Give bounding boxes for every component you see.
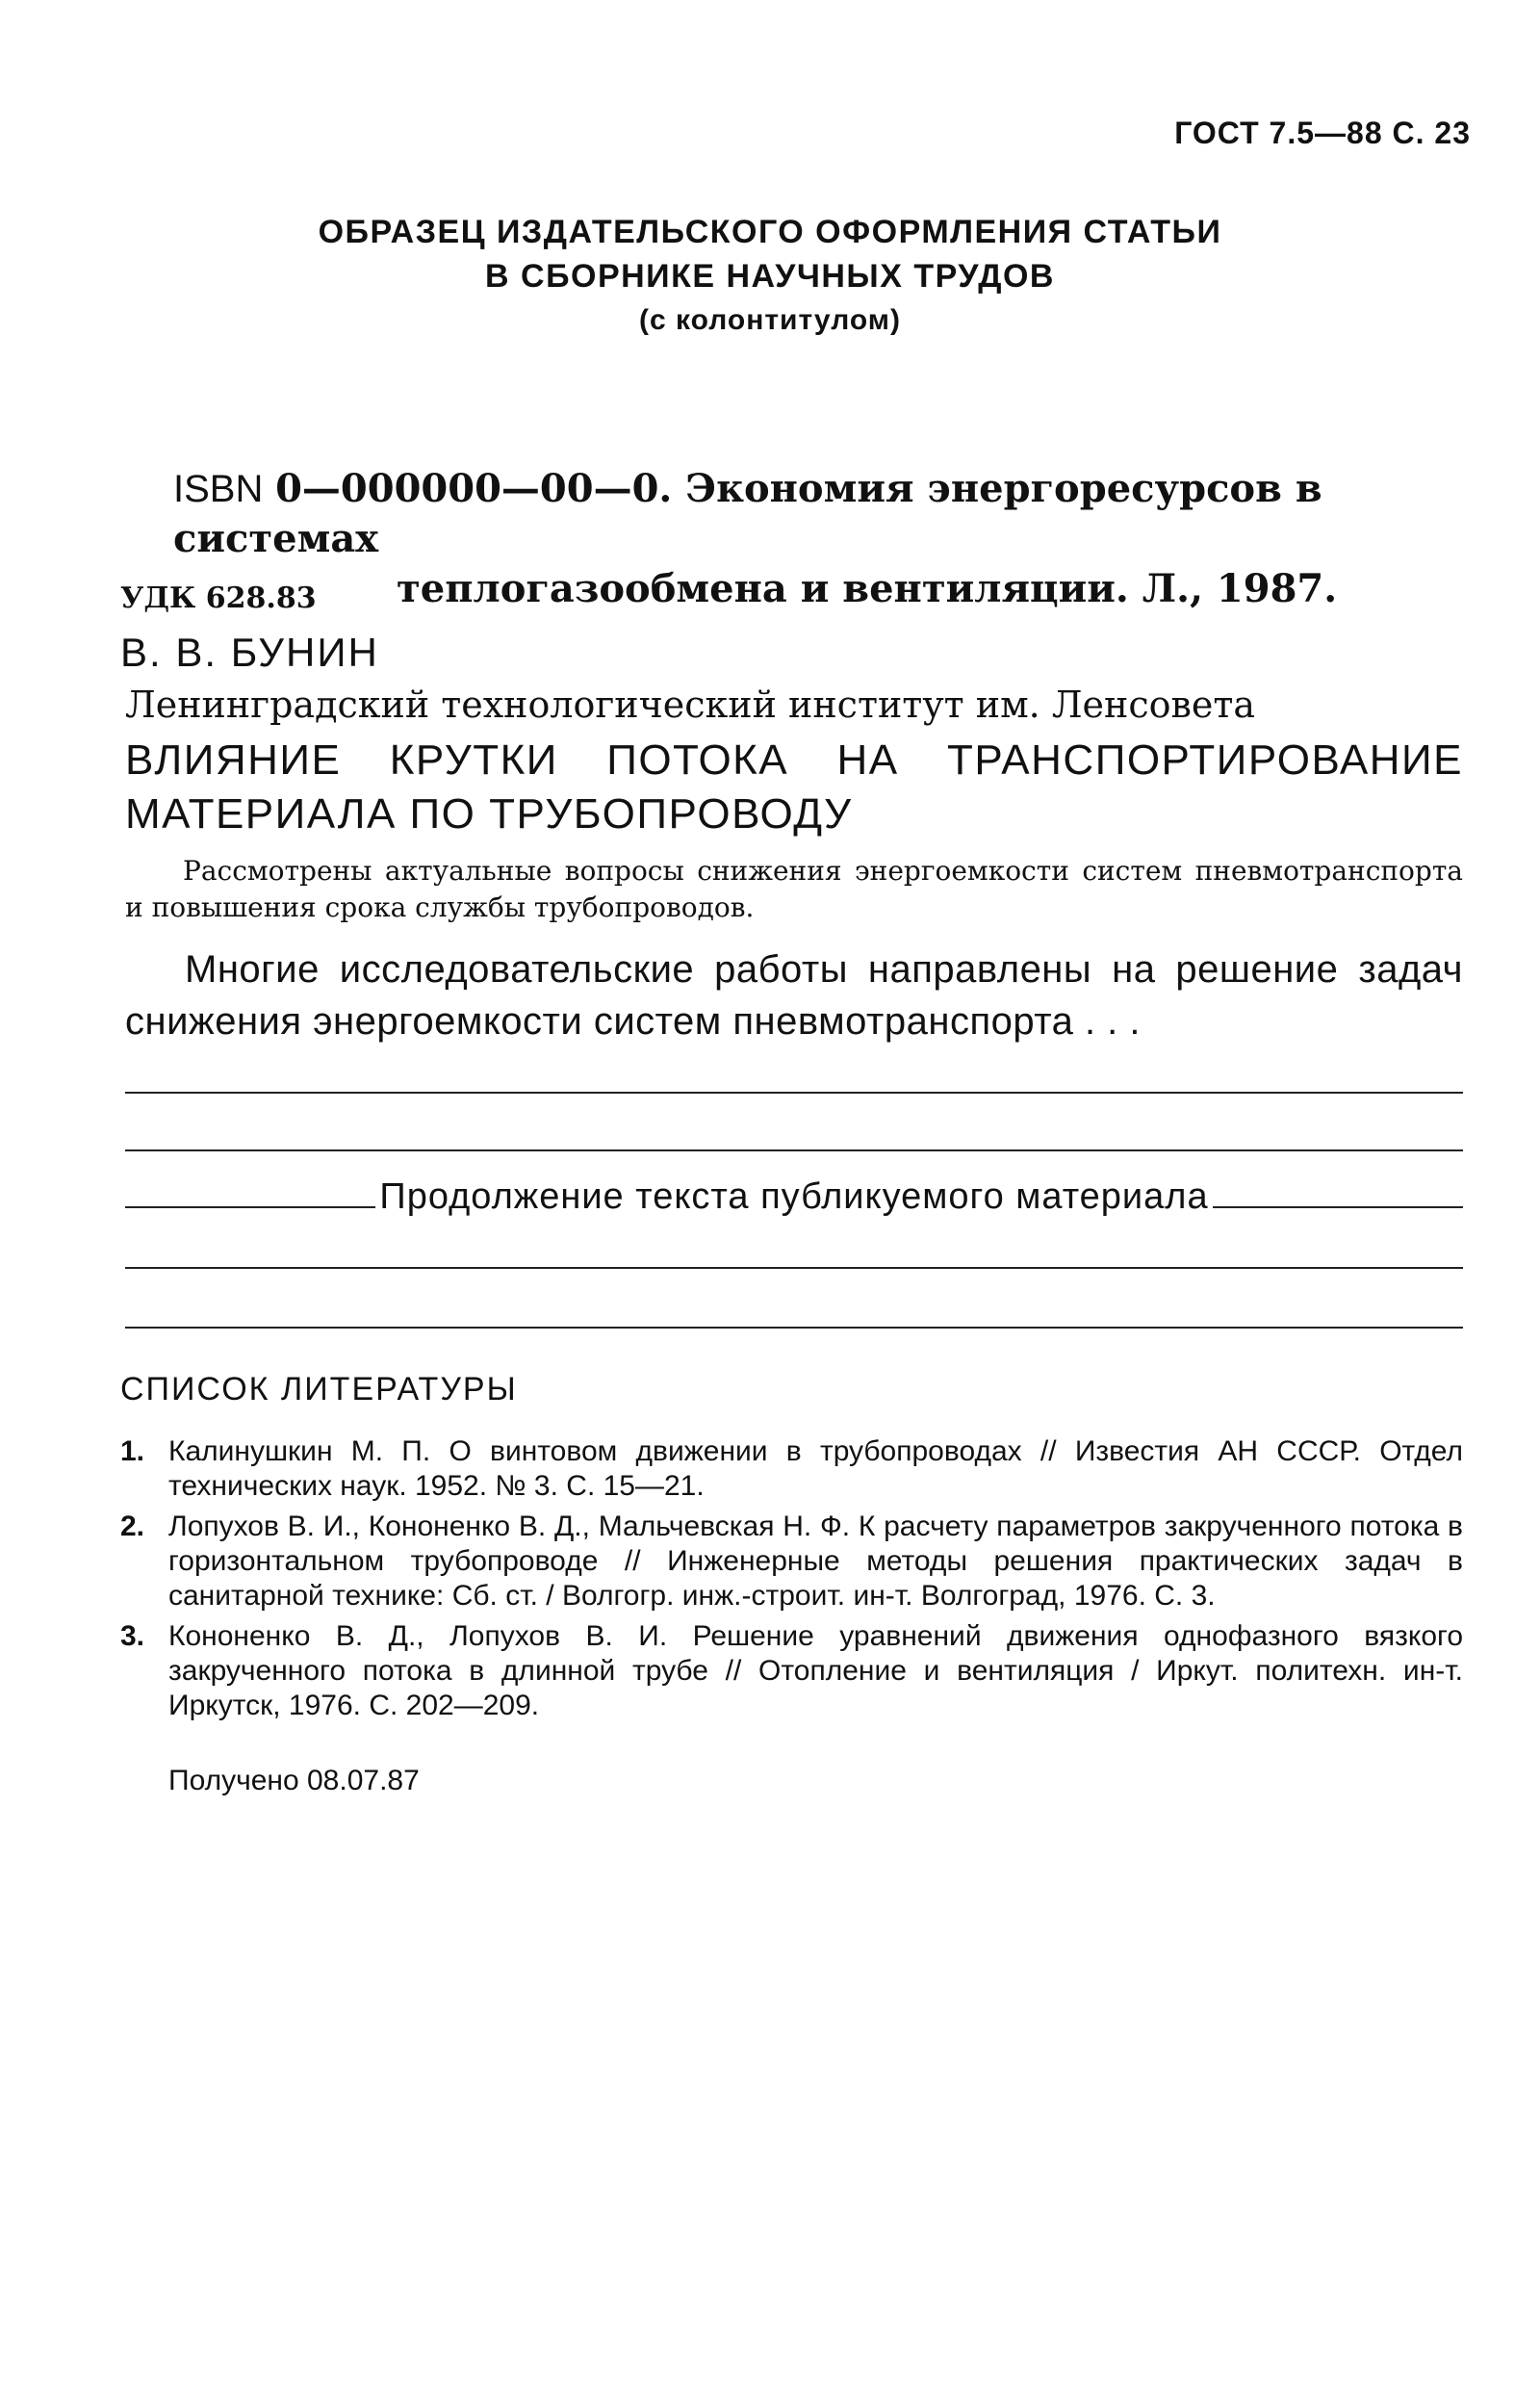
sample-heading-line-2: В СБОРНИКЕ НАУЧНЫХ ТРУДОВ: [485, 258, 1055, 295]
continuation-line: [125, 1176, 1463, 1218]
sample-heading-line-1: ОБРАЗЕЦ ИЗДАТЕЛЬСКОГО ОФОРМЛЕНИЯ СТАТЬИ: [318, 214, 1222, 250]
reference-text: Лопухов В. И., Кононенко В. Д., Мальчевская Н. Ф. К расчету параметров закрученного потока в горизонтальном трубопроводе // Инженерные методы решения практических задач в санитарной технике: Сб. ст. / Волгогр. инж.-строит. ин-т. Волгоград, 1976. С. 3.: [168, 1510, 1463, 1612]
page-reference: ГОСТ 7.5—88 С. 23: [1174, 116, 1471, 150]
reference-item: [120, 1619, 1463, 1723]
article-title: ВЛИЯНИЕ КРУТКИ ПОТОКА НА ТРАНСПОРТИРОВАНИЕ МАТЕРИАЛА ПО ТРУБОПРОВОДУ: [125, 736, 1463, 838]
abstract: Рассмотрены актуальные вопросы снижения энергоемкости систем пневмотранспорта и повышения срока службы трубопроводов.: [125, 855, 1463, 923]
isbn-collection-title: 0—000000—00—0. Экономия энергоресурсов в системах: [173, 466, 1322, 561]
reference-text: Калинушкин М. П. О винтовом движении в трубопроводах // Известия АН СССР. Отдел технических наук. 1952. № 3. С. 15—21.: [168, 1435, 1463, 1502]
continuation-dash-left: [125, 1206, 375, 1208]
placeholder-rule: [125, 1149, 1463, 1151]
placeholder-rule: [125, 1092, 1463, 1094]
placeholder-rule: [125, 1267, 1463, 1269]
reference-item: [120, 1434, 1463, 1504]
continuation-dash-right: [1213, 1206, 1463, 1208]
reference-number: 2.: [120, 1510, 145, 1542]
isbn-label: ISBN: [173, 468, 264, 510]
author-name: В. В. БУНИН: [120, 630, 379, 675]
references-heading: СПИСОК ЛИТЕРАТУРЫ: [120, 1371, 518, 1407]
continuation-text: Продолжение текста публикуемого материала: [379, 1176, 1209, 1217]
placeholder-rule: [125, 1327, 1463, 1329]
collection-header: [173, 464, 1463, 614]
references-list: [120, 1434, 1463, 1729]
sample-heading: [0, 210, 1540, 343]
collection-title-line-2: теплогазообмена и вентиляции. Л., 1987.: [397, 566, 1338, 611]
udk-code: УДК 628.83: [120, 581, 317, 615]
sample-heading-subtitle: (с колонтитулом): [639, 304, 901, 336]
article-body-text: Многие исследовательские работы направлены на решение задач снижения энергоемкости систем пневмотранспорта . . .: [125, 948, 1463, 1043]
reference-text: Кононенко В. Д., Лопухов В. И. Решение уравнений движения однофазного вязкого закрученного потока в длинной трубе // Отопление и вентиляция / Иркут. политехн. ин-т. Иркутск, 1976. С. 202—209.: [168, 1620, 1463, 1721]
received-date: Получено 08.07.87: [168, 1765, 420, 1796]
reference-number: 1.: [120, 1435, 145, 1467]
reference-number: 3.: [120, 1620, 145, 1652]
reference-item: [120, 1510, 1463, 1614]
author-affiliation: Ленинградский технологический институт им. Ленсовета: [125, 684, 1256, 726]
